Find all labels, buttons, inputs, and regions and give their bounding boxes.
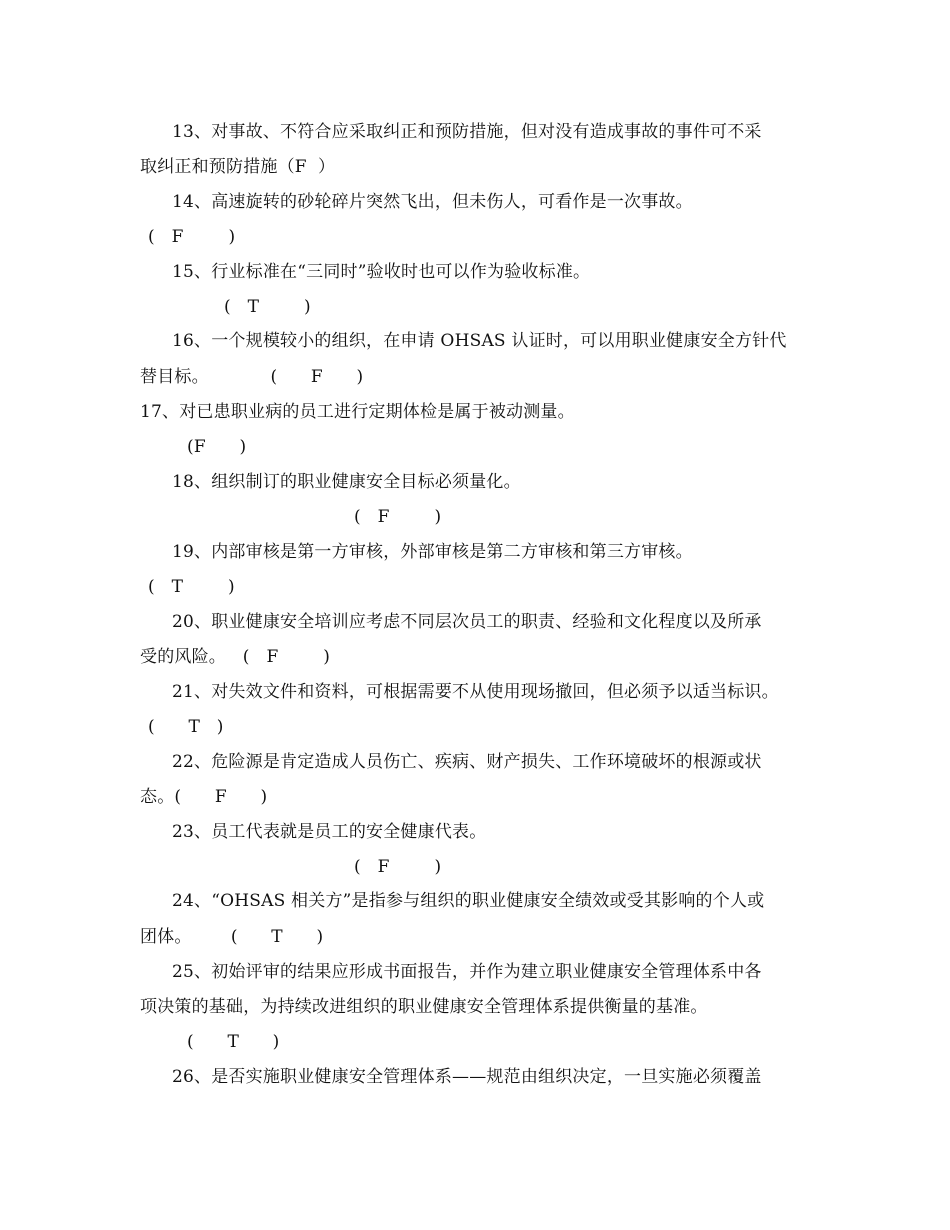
q25-line-1: 25、初始评审的结果应形成书面报告，并作为建立职业健康安全管理体系中各 — [172, 962, 762, 982]
q17-line-1: 17、对已患职业病的员工进行定期体检是属于被动测量。 — [140, 402, 575, 422]
q16-line-2: 替目标。 ( F ) — [140, 367, 364, 387]
q21-line-1: 21、对失效文件和资料，可根据需要不从使用现场撤回，但必须予以适当标识。 — [172, 682, 779, 702]
q18-answer: ( F ) — [354, 507, 442, 527]
q13-line-2: 取纠正和预防措施（F ） — [140, 157, 336, 177]
q26-line-1: 26、是否实施职业健康安全管理体系——规范由组织决定，一旦实施必须覆盖 — [172, 1067, 762, 1087]
q20-line-1: 20、职业健康安全培训应考虑不同层次员工的职责、经验和文化程度以及所承 — [172, 612, 762, 632]
q23-line-1: 23、员工代表就是员工的安全健康代表。 — [172, 822, 487, 842]
q24-line-1: 24、“OHSAS 相关方”是指参与组织的职业健康安全绩效或受其影响的个人或 — [172, 891, 765, 911]
q15-answer: ( T ) — [224, 297, 311, 317]
q22-line-2: 态。( F ) — [140, 787, 268, 807]
q14-answer: ( F ) — [148, 227, 236, 247]
q22-line-1: 22、危险源是肯定造成人员伤亡、疾病、财产损失、工作环境破坏的根源或状 — [172, 752, 762, 772]
q25-answer: ( T ) — [187, 1032, 280, 1052]
q25-line-2: 项决策的基础，为持续改进组织的职业健康安全管理体系提供衡量的基准。 — [140, 997, 708, 1017]
q23-answer: ( F ) — [354, 857, 442, 877]
q18-line-1: 18、组织制订的职业健康安全目标必须量化。 — [172, 472, 521, 492]
q17-answer: (F ) — [187, 437, 247, 457]
q21-answer: ( T ) — [148, 717, 224, 737]
q16-line-1: 16、一个规模较小的组织，在申请 OHSAS 认证时，可以用职业健康安全方针代 — [172, 331, 787, 351]
q19-line-1: 19、内部审核是第一方审核，外部审核是第二方审核和第三方审核。 — [172, 542, 693, 562]
q15-line-1: 15、行业标准在“三同时”验收时也可以作为验收标准。 — [172, 262, 591, 282]
q19-answer: ( T ) — [148, 577, 235, 597]
q24-line-2: 团体。 ( T ) — [140, 927, 324, 947]
q14-line-1: 14、高速旋转的砂轮碎片突然飞出，但未伤人，可看作是一次事故。 — [172, 192, 693, 212]
q13-line-1: 13、对事故、不符合应采取纠正和预防措施，但对没有造成事故的事件可不采 — [172, 122, 762, 142]
q20-line-2: 受的风险。 ( F ) — [140, 647, 331, 667]
